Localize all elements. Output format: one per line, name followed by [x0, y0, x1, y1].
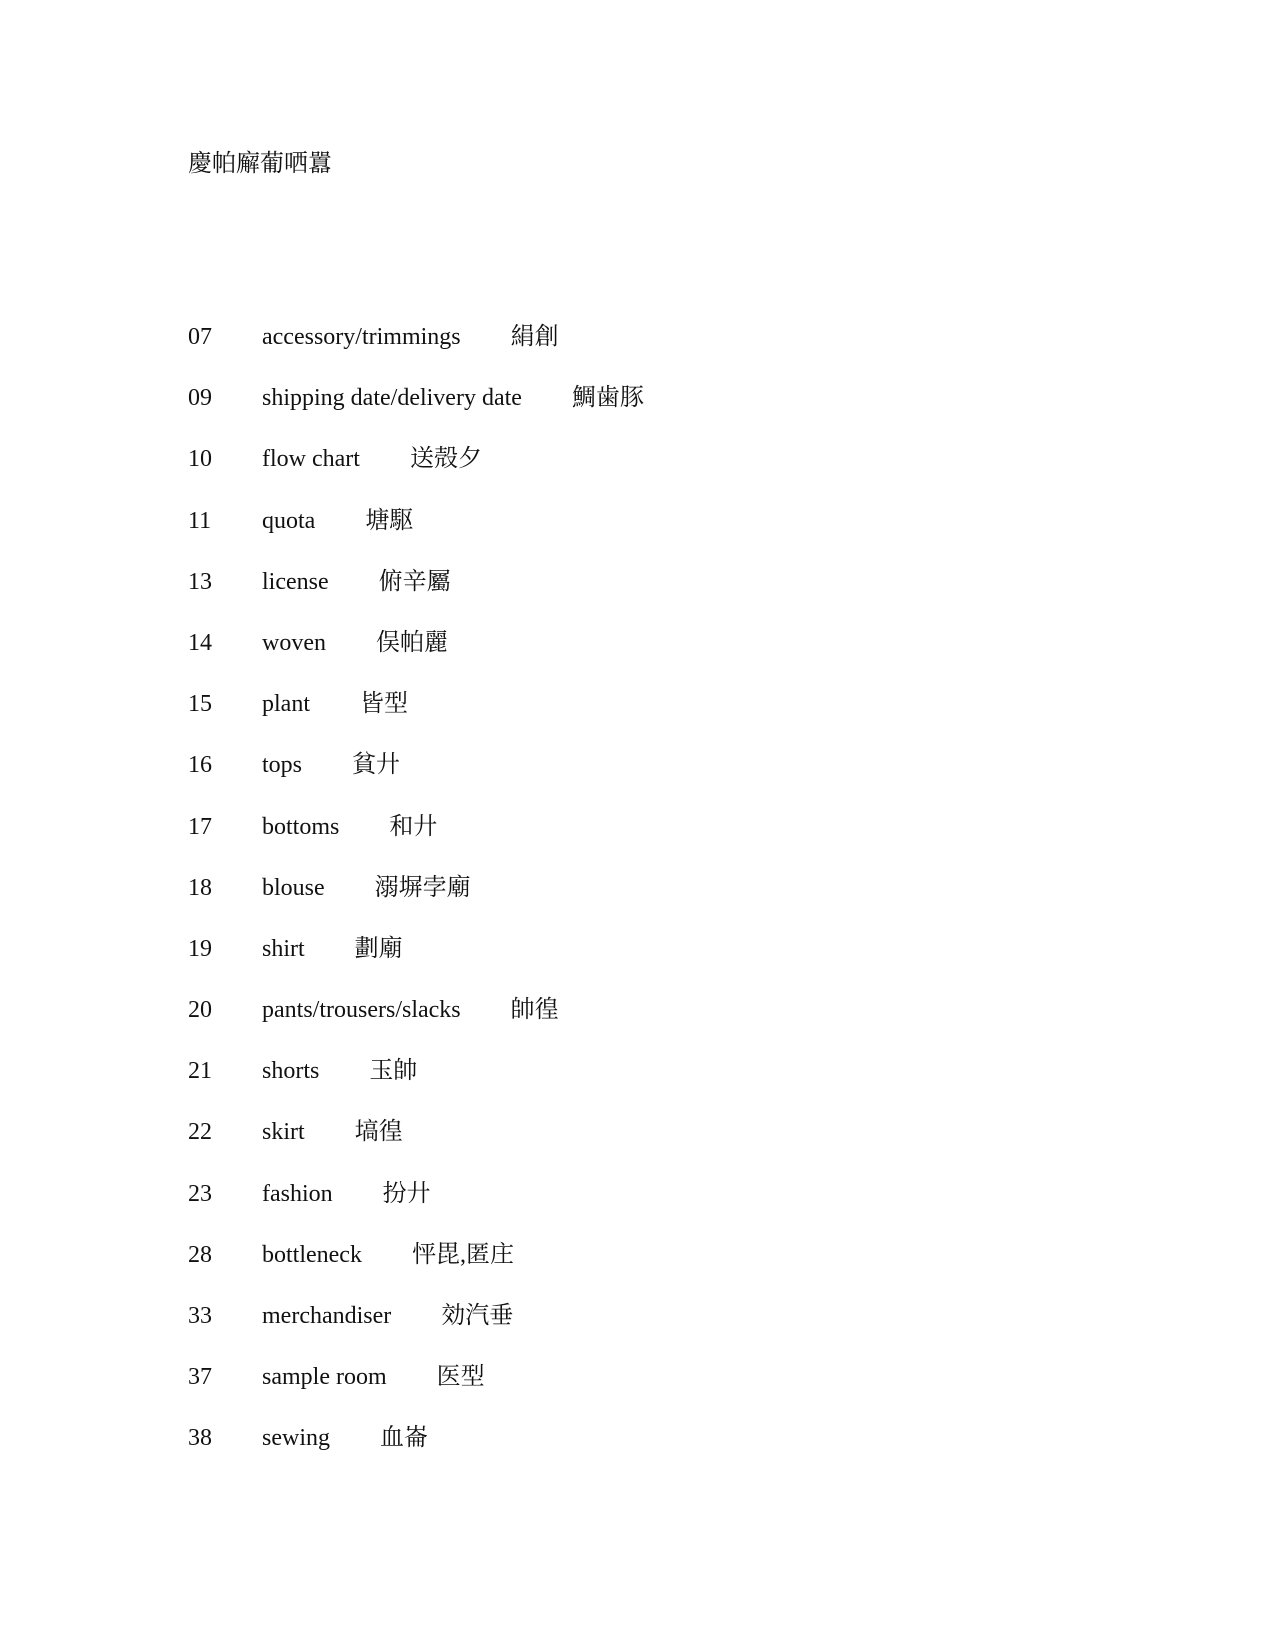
term-chinese: 和廾: [389, 813, 438, 840]
term-english: shorts: [262, 1058, 320, 1085]
term-number: 22: [188, 1119, 212, 1146]
term-english: sample room: [262, 1364, 387, 1391]
term-number: 37: [188, 1364, 212, 1391]
term-list: [188, 321, 1088, 1484]
term-number: 09: [188, 385, 212, 412]
term-number: 17: [188, 813, 212, 840]
term-english: license: [262, 568, 329, 595]
term-chinese: 俣帕麗: [375, 629, 448, 656]
term-english: fashion: [262, 1180, 333, 1207]
term-number: 19: [188, 935, 212, 962]
term-chinese: 玉帥: [369, 1058, 418, 1085]
term-row: [188, 321, 1088, 382]
term-chinese: 絹創: [510, 324, 559, 350]
term-english: accessory/trimmings: [262, 324, 461, 350]
term-chinese: 医型: [436, 1364, 485, 1391]
term-chinese: 送殻夕: [409, 446, 482, 473]
term-chinese: 鯛歯豚: [571, 385, 644, 412]
term-number: 11: [188, 507, 212, 534]
term-number: 38: [188, 1425, 212, 1452]
term-number: 18: [188, 874, 212, 901]
term-row: [188, 627, 1088, 688]
term-row: [188, 1300, 1088, 1361]
term-chinese: 俯辛屬: [378, 568, 451, 595]
term-row: [188, 505, 1088, 566]
term-english: flow chart: [262, 446, 360, 473]
term-number: 07: [188, 324, 212, 350]
term-chinese: 皆型: [360, 691, 408, 718]
term-row: [188, 1239, 1088, 1300]
term-english: skirt: [262, 1119, 305, 1146]
term-english: sewing: [262, 1425, 330, 1452]
term-number: 15: [188, 691, 212, 718]
term-row: [188, 1055, 1088, 1116]
term-chinese: 貧廾: [352, 752, 401, 779]
term-english: blouse: [262, 874, 325, 901]
term-chinese: 溺塀孛廟: [374, 874, 471, 901]
term-row: [188, 994, 1088, 1055]
term-number: 16: [188, 752, 212, 779]
term-row: [188, 1422, 1088, 1483]
term-row: [188, 811, 1088, 872]
term-chinese: 怦毘,匿庄: [411, 1241, 514, 1268]
term-row: [188, 382, 1088, 443]
term-english: pants/trousers/slacks: [262, 997, 461, 1024]
term-row: [188, 933, 1088, 994]
term-english: bottoms: [262, 813, 340, 840]
term-row: [188, 443, 1088, 504]
term-english: merchandiser: [262, 1303, 392, 1329]
term-row: [188, 566, 1088, 627]
term-english: woven: [262, 629, 326, 656]
term-row: [188, 1178, 1088, 1239]
term-chinese: 血崙: [380, 1425, 428, 1452]
term-number: 14: [188, 629, 212, 656]
term-chinese: 劃廟: [354, 935, 403, 962]
term-english: shipping date/delivery date: [262, 385, 522, 412]
term-row: [188, 1116, 1088, 1177]
term-row: [188, 872, 1088, 933]
term-row: [188, 688, 1088, 749]
term-english: shirt: [262, 935, 305, 962]
term-chinese: 塘駆: [365, 507, 414, 534]
term-english: bottleneck: [262, 1241, 362, 1268]
term-number: 20: [188, 997, 212, 1024]
term-row: [188, 749, 1088, 810]
term-number: 21: [188, 1058, 212, 1085]
term-chinese: 塙徨: [354, 1119, 403, 1146]
term-number: 13: [188, 568, 212, 595]
term-chinese: 扮廾: [382, 1180, 431, 1207]
term-row: [188, 1361, 1088, 1422]
term-english: tops: [262, 752, 303, 779]
term-number: 28: [188, 1241, 212, 1268]
term-number: 33: [188, 1303, 212, 1329]
term-chinese: 効汽垂: [441, 1303, 514, 1329]
term-english: plant: [262, 691, 310, 718]
document-title: 慶帕廨葡哂囂: [188, 151, 332, 177]
term-number: 10: [188, 446, 212, 473]
term-chinese: 帥徨: [510, 997, 559, 1024]
term-english: quota: [262, 507, 316, 534]
term-number: 23: [188, 1180, 212, 1207]
